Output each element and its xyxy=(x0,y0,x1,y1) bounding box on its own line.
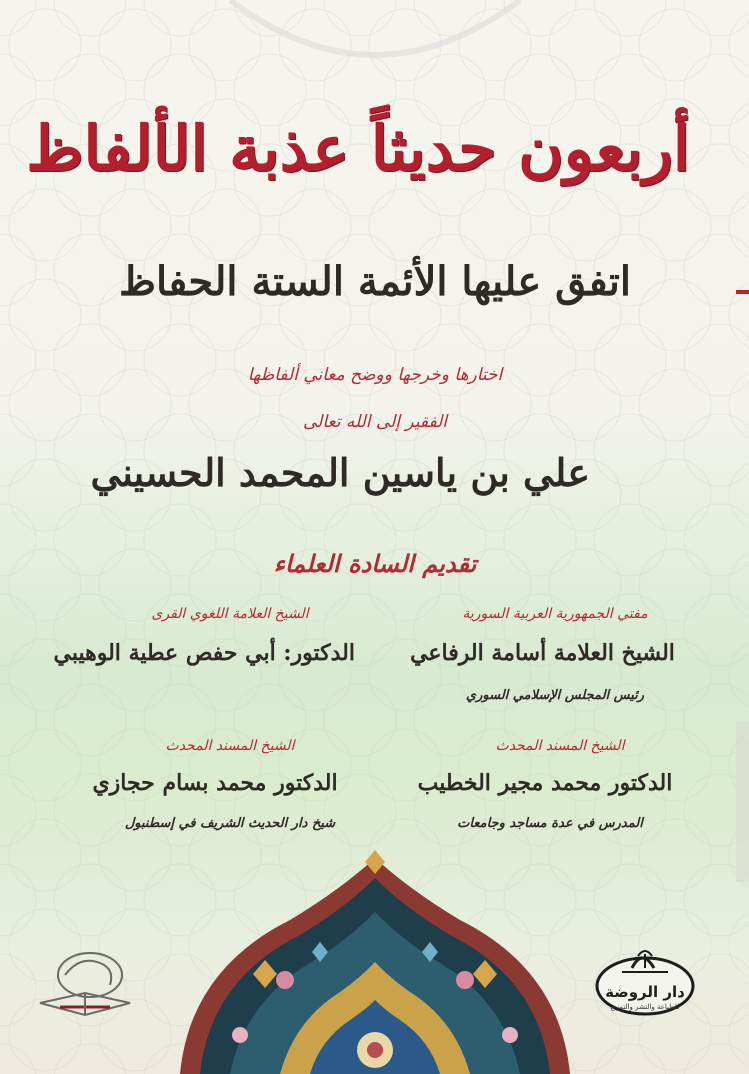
publisher-tagline: للطباعة والنشر والتوزيع xyxy=(610,1003,680,1011)
scholar-2-role: الشيخ العلامة اللغوي القرى xyxy=(151,606,309,622)
scholar-4-name: الدكتور محمد بسام حجازي xyxy=(92,770,338,796)
book-subtitle: اتفق عليها الأئمة الستة الحفاظ xyxy=(118,258,631,305)
scholar-3-role: الشيخ المسند المحدث xyxy=(495,738,625,754)
scholar-1-desc: رئيس المجلس الإسلامي السوري xyxy=(465,688,645,703)
credit-line-2: الفقير إلى الله تعالى xyxy=(302,412,447,432)
scholar-1-name: الشيخ العلامة أسامة الرفاعي xyxy=(410,640,675,666)
scholar-4-desc: شيخ دار الحديث الشريف في إسطنبول xyxy=(124,816,336,831)
book-title: أربعون حديثاً عذبة الألفاظ xyxy=(26,112,690,185)
scholar-3-desc: المدرس في عدة مساجد وجامعات xyxy=(457,816,643,831)
calligraphy-seal-logo xyxy=(30,945,140,1025)
publisher-name: دار الروضة xyxy=(605,983,685,1001)
scholar-1-role: مفتي الجمهورية العربية السورية xyxy=(462,606,648,622)
edge-shadow xyxy=(736,722,749,882)
credit-line: اختارها وخرجها ووضح معاني ألفاظها xyxy=(247,365,503,385)
introduction-heading: تقديم السادة العلماء xyxy=(273,550,477,578)
scholar-4-role: الشيخ المسند المحدث xyxy=(165,738,295,754)
ornamental-dome-decoration xyxy=(170,850,580,1074)
author-name: علي بن ياسين المحمد الحسيني xyxy=(90,450,590,495)
scholar-2-name: الدكتور: أبي حفص عطية الوهيبي xyxy=(53,640,355,666)
scholar-3-name: الدكتور محمد مجير الخطيب xyxy=(417,770,673,796)
edge-marker xyxy=(736,290,749,294)
